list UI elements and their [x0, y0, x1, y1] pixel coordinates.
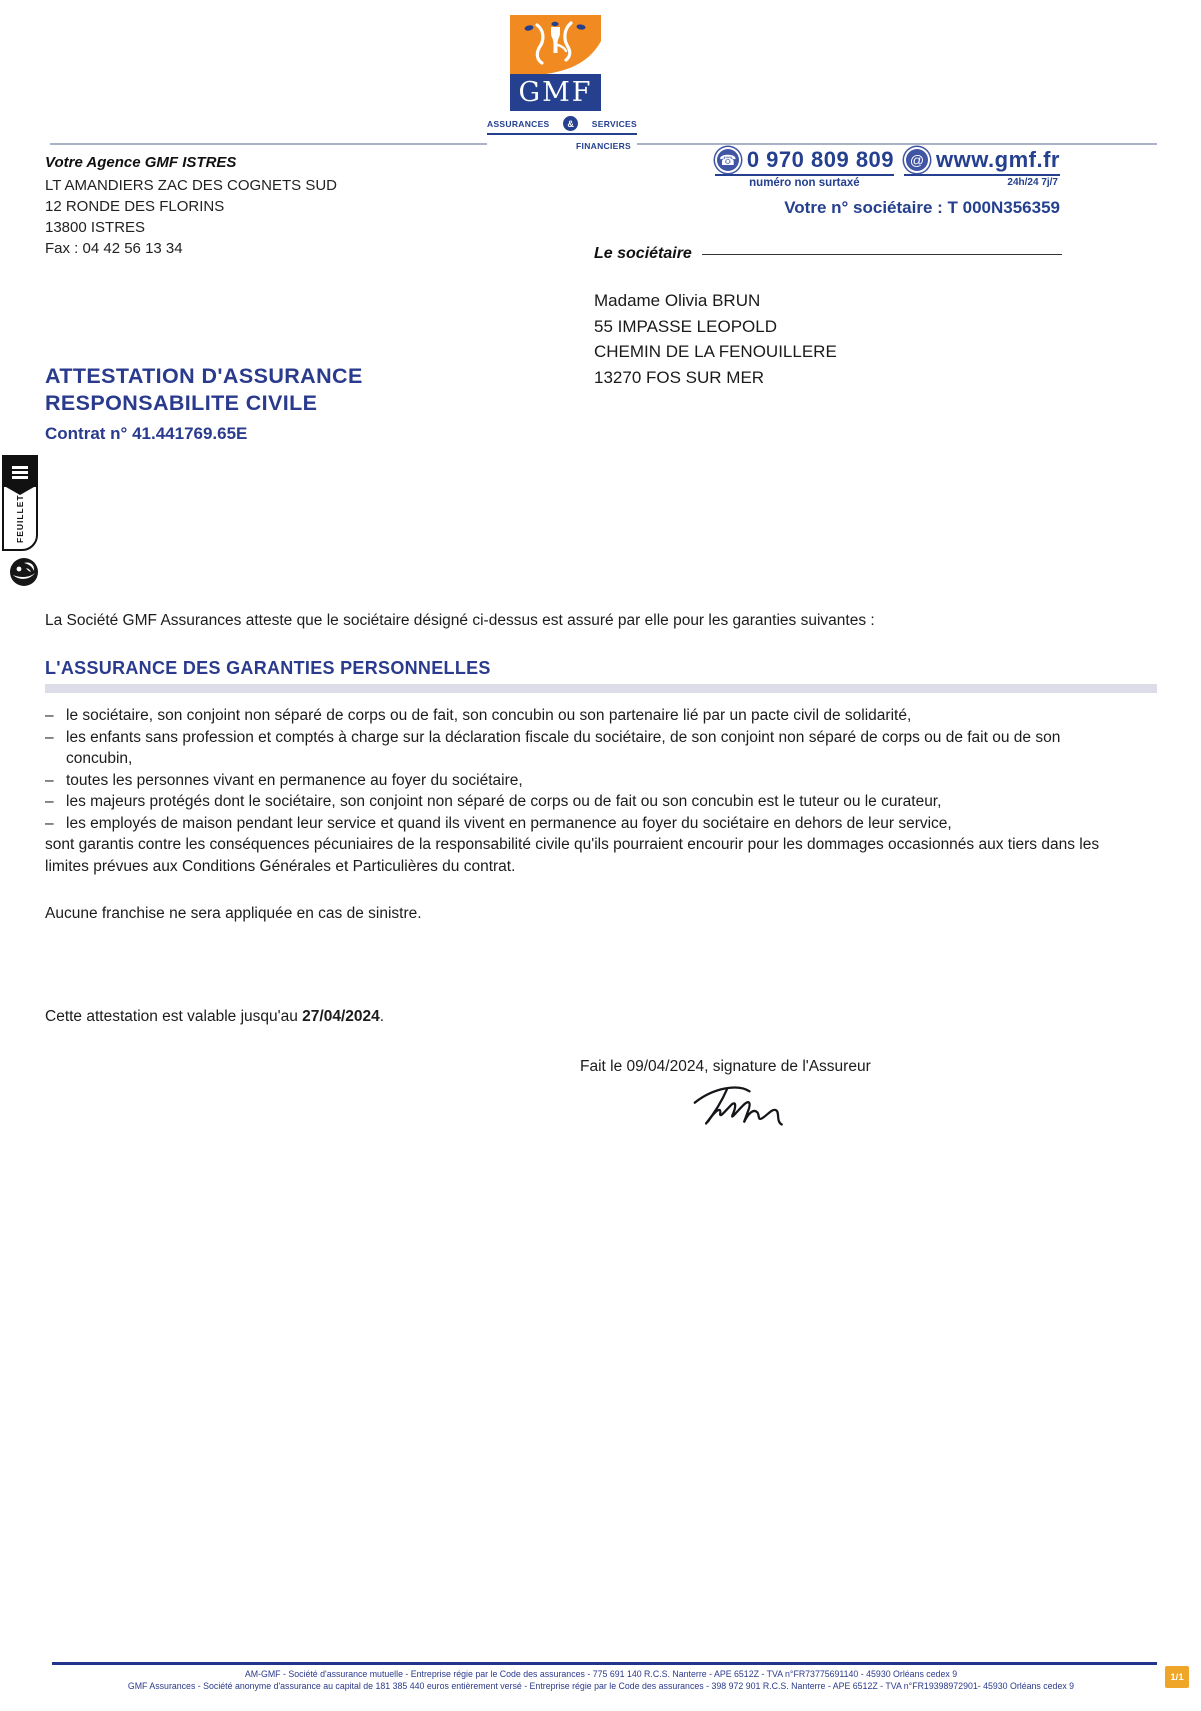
tagline-divider	[487, 133, 637, 135]
website-note: 24h/24 7j/7	[1007, 177, 1058, 188]
recycled-paper-icon	[8, 556, 40, 588]
dash-marker: –	[45, 728, 54, 746]
agency-address-line: 12 RONDE DES FLORINS	[45, 198, 225, 215]
list-item	[45, 813, 1130, 835]
agency-address-block	[45, 152, 337, 259]
recipient-name: Madame Olivia BRUN	[594, 291, 761, 310]
tagline-services: SERVICES	[591, 118, 637, 129]
validity-prefix: Cette attestation est valable jusqu'au	[45, 1008, 303, 1025]
list-item	[45, 705, 1130, 727]
dash-marker: –	[45, 793, 54, 810]
list-item	[45, 727, 1130, 770]
tagline-assurances: ASSURANCES	[487, 118, 550, 129]
document-title-line2: RESPONSABILITE CIVILE	[45, 391, 318, 415]
section-title-underline	[45, 684, 1157, 693]
document-title-line1: ATTESTATION D'ASSURANCE	[45, 364, 363, 388]
recipient-address-line: 13270 FOS SUR MER	[594, 367, 765, 387]
document-title	[45, 363, 363, 417]
footer-divider	[52, 1662, 1157, 1665]
gmf-logo-tagline	[487, 116, 637, 154]
list-item-text: les enfants sans profession et comptés à charge sur la déclaration fiscale du sociétaire, de son conjoint non séparé de corps ou de fait ou de son concubin,	[66, 728, 1061, 767]
gmf-logo	[510, 15, 601, 111]
intro-paragraph: La Société GMF Assurances atteste que le sociétaire désigné ci-dessus est assuré par elle pour les garanties suivantes :	[45, 612, 875, 629]
contact-block	[715, 147, 1060, 218]
franchise-statement: Aucune franchise ne sera appliquée en cas de sinistre.	[45, 905, 422, 922]
list-item-text: le sociétaire, son conjoint non séparé de corps ou de fait, son concubin ou son partenaire lié par un pacte civil de solidarité,	[66, 707, 912, 724]
feuillet-tab	[2, 455, 38, 551]
recipient-section-rule	[702, 254, 1062, 255]
feuillet-barcode-icon	[4, 457, 36, 487]
insurer-signature	[688, 1080, 813, 1132]
list-item	[45, 791, 1130, 813]
phone-note: numéro non surtaxé	[749, 177, 860, 189]
at-icon: @	[904, 147, 930, 173]
recipient-address-line: 55 IMPASSE LEOPOLD	[594, 316, 777, 336]
recipient-address-block	[594, 288, 837, 390]
recipient-section-header	[594, 245, 1062, 263]
phone-icon: ☎	[715, 147, 741, 173]
validity-date: 27/04/2024	[302, 1008, 380, 1025]
page-number-badge: 1/1	[1165, 1666, 1189, 1688]
agency-address-line: 13800 ISTRES	[45, 219, 146, 236]
list-item-text: les employés de maison pendant leur service et quand ils vivent en permanence au foyer du sociétaire en dehors de leur service,	[66, 814, 952, 832]
phone-number: 0 970 809 809	[746, 147, 895, 172]
guarantee-list	[45, 705, 1130, 877]
agency-address-line: LT AMANDIERS ZAC DES COGNETS SUD	[45, 177, 337, 194]
website-url: www.gmf.fr	[936, 147, 1060, 172]
recipient-section-label: Le sociétaire	[594, 245, 692, 262]
signature-caption: Fait le 09/04/2024, signature de l'Assureur	[580, 1058, 871, 1075]
member-number: Votre n° sociétaire : T 000N356359	[784, 198, 1060, 217]
dash-marker: –	[45, 814, 54, 832]
footer-legal	[45, 1668, 1157, 1692]
validity-statement	[45, 1008, 384, 1026]
list-item-text: toutes les personnes vivant en permanence au foyer du sociétaire,	[66, 771, 523, 789]
gmf-logo-faces-icon	[510, 15, 601, 74]
list-item-text: les majeurs protégés dont le sociétaire, son conjoint non séparé de corps ou de fait ou son concubin est le tuteur ou le curateur,	[66, 793, 942, 810]
dash-marker: –	[45, 707, 54, 724]
website-group	[904, 147, 1060, 188]
agency-title: Votre Agence GMF ISTRES	[45, 154, 237, 171]
guarantee-continuation: sont garantis contre les conséquences pécuniaires de la responsabilité civile qu'ils pourraient encourir pour les dommages occasionnés aux tiers dans les limites prévues aux Conditions Générales et Particulières du contrat.	[45, 836, 1100, 875]
dash-marker: –	[45, 771, 54, 789]
phone-group	[715, 147, 894, 189]
feuillet-label: FEUILLET	[15, 494, 25, 543]
list-item	[45, 770, 1130, 792]
validity-suffix: .	[379, 1008, 385, 1025]
agency-fax-line: Fax : 04 42 56 13 34	[45, 240, 183, 257]
footer-legal-line2: GMF Assurances - Société anonyme d'assurance au capital de 181 385 440 euros entièrement versé - Entreprise régie par le Code des assurances - 398 972 901 R.C.S. Nanterre - APE 6512Z - TVA n°FR19398972901- 45930 Orléans cedex 9	[127, 1681, 1075, 1691]
ampersand-badge-icon: &	[563, 116, 578, 131]
contract-number: Contrat n° 41.441769.65E	[45, 424, 248, 443]
section-title: L'ASSURANCE DES GARANTIES PERSONNELLES	[45, 658, 491, 678]
gmf-logo-text: GMF	[518, 77, 593, 108]
recipient-address-line: CHEMIN DE LA FENOUILLERE	[594, 342, 837, 361]
tagline-financiers: FINANCIERS	[576, 141, 631, 151]
gmf-logo-wordmark	[510, 74, 601, 111]
footer-legal-line1: AM-GMF - Société d'assurance mutuelle - Entreprise régie par le Code des assurances - 775 691 140 R.C.S. Nanterre - APE 6512Z - TVA n°FR73775691140 - 45930 Orléans cedex 9	[244, 1669, 958, 1679]
